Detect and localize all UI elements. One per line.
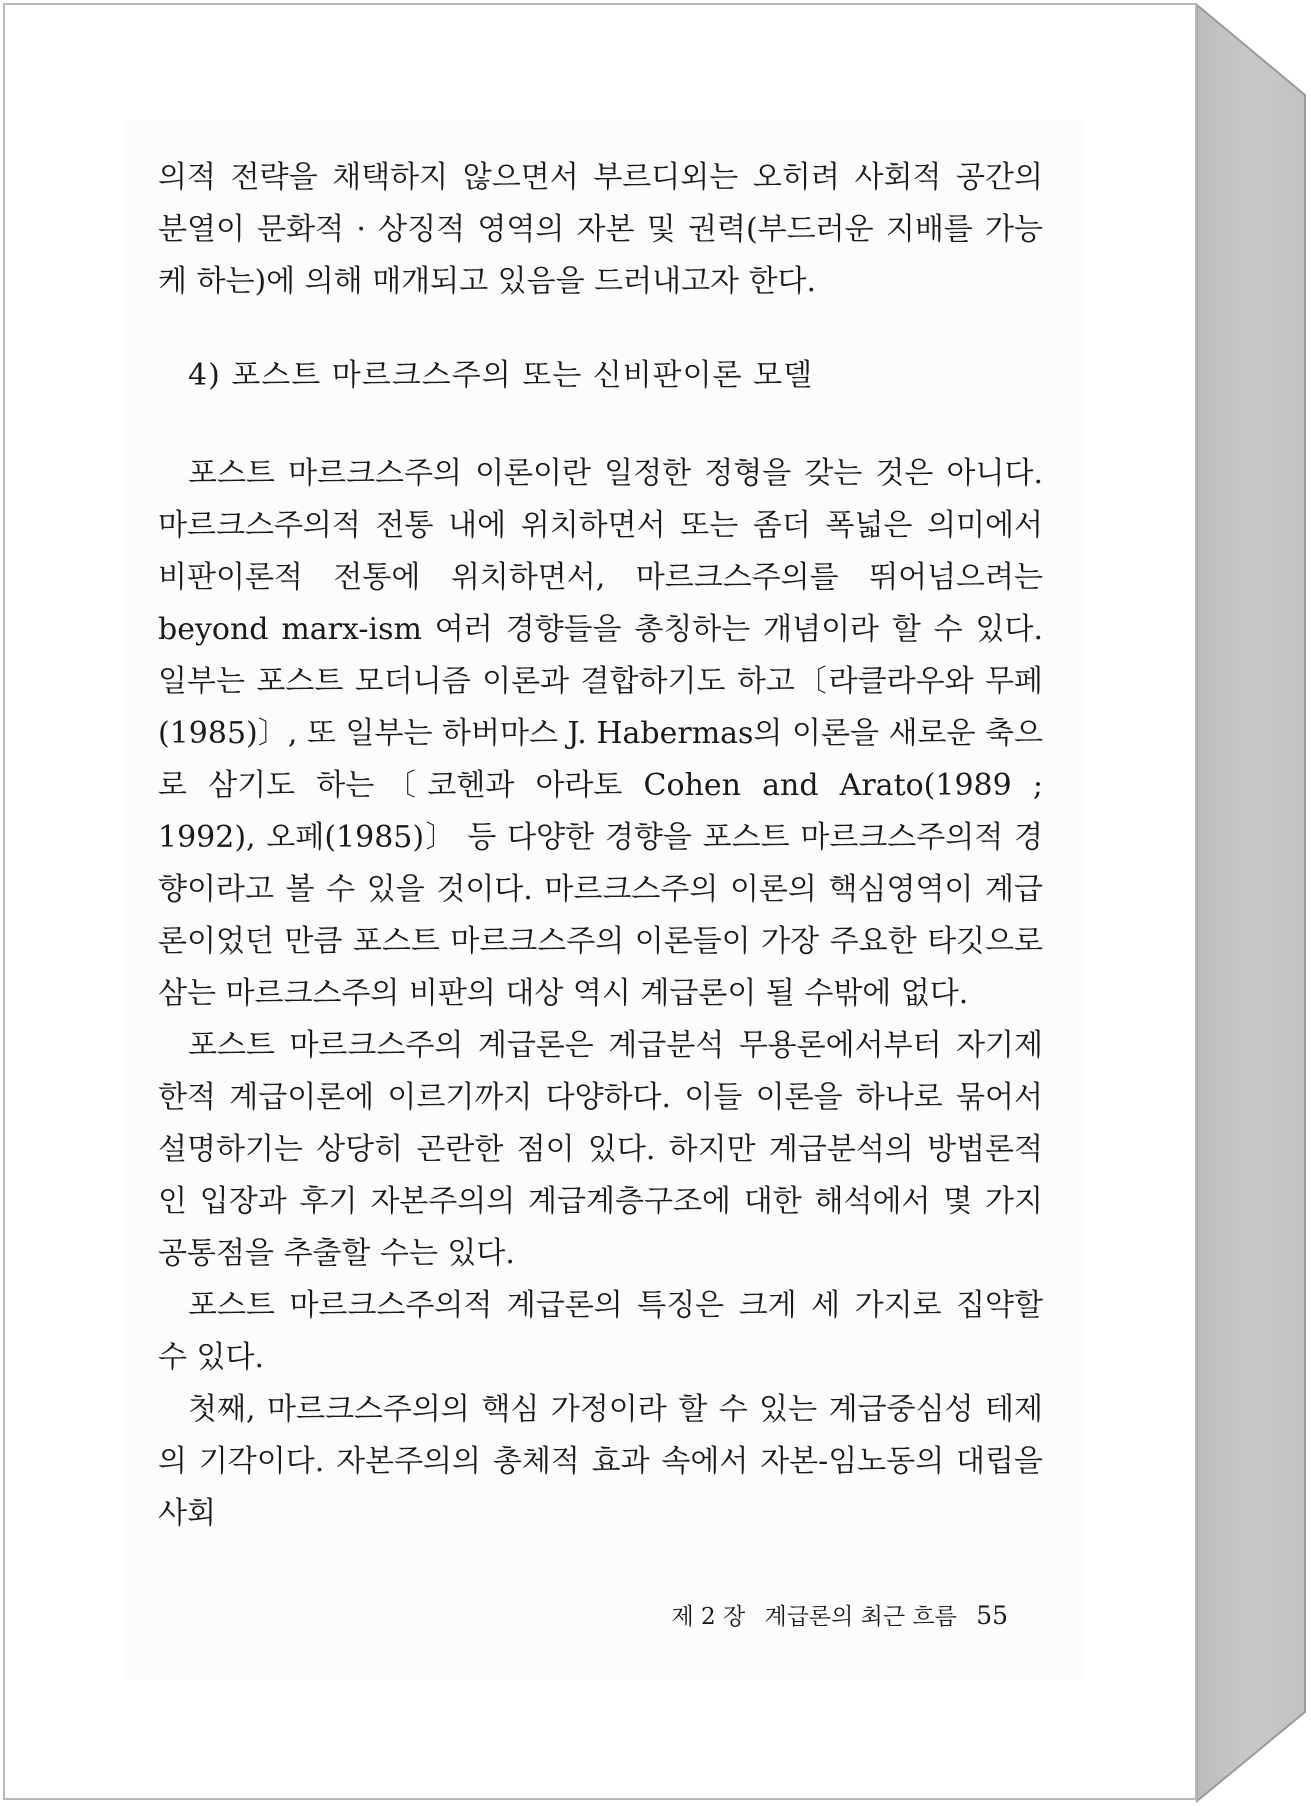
section-heading: 4) 포스트 마르크스주의 또는 신비판이론 모델 bbox=[188, 358, 814, 393]
paragraph-4: 첫째, 마르크스주의의 핵심 가정이라 할 수 있는 계급중심성 테제의 기각이다. 자본주의의 총체적 효과 속에서 자본-임노동의 대립을 사회 bbox=[158, 1392, 1043, 1531]
page-footer bbox=[650, 1598, 1008, 1631]
page-number: 55 bbox=[976, 1601, 1008, 1630]
paragraph-2: 포스트 마르크스주의 계급론은 계급분석 무용론에서부터 자기제한적 계급이론에 이르기까지 다양하다. 이들 이론을 하나로 묶어서 설명하기는 상당히 곤란한 점이 있다. 하지만 계급분석의 방법론적인 입장과 후기 자본주의의 계급계층구조에 대한 해석에서 몇 가지 공통점을 추출할 수는 있다. bbox=[158, 1028, 1043, 1271]
paragraph-1: 포스트 마르크스주의 이론이란 일정한 정형을 갖는 것은 아니다. 마르크스주의적 전통 내에 위치하면서 또는 좀더 폭넓은 의미에서 비판이론적 전통에 위치하면서, 마르크스주의를 뛰어넘으려는 beyond marx-ism 여러 경향들을 총칭하는 개념이라 할 수 있다. 일부는 포스트 모더니즘 이론과 결합하기도 하고〔라클라우와 무페(1985)〕, 또 일부는 하버마스 J. Habermas의 이론을 새로운 축으로 삼기도 하는〔코헨과 아라토 Cohen and Arato(1989 ; 1992), 오페(1985)〕 등 다양한 경향을 포스트 마르크스주의적 경향이라고 볼 수 있을 것이다. 마르크스주의 이론의 핵심영역이 계급론이었던 만큼 포스트 마르크스주의 이론들이 가장 주요한 타깃으로 삼는 마르크스주의 비판의 대상 역시 계급론이 될 수밖에 없다. bbox=[158, 456, 1043, 1011]
paragraph-3: 포스트 마르크스주의적 계급론의 특징은 크게 세 가지로 집약할 수 있다. bbox=[158, 1288, 1043, 1375]
paragraph-continued: 의적 전략을 채택하지 않으면서 부르디외는 오히려 사회적 공간의 분열이 문화적 · 상징적 영역의 자본 및 권력(부드러운 지배를 가능케 하는)에 의해 매개되고 있음을 드러내고자 한다. bbox=[158, 160, 1043, 299]
page-text bbox=[158, 152, 1043, 1540]
footer-chapter-title: 계급론의 최근 흐름 bbox=[764, 1604, 957, 1630]
footer-chapter: 제 2 장 bbox=[671, 1604, 746, 1630]
